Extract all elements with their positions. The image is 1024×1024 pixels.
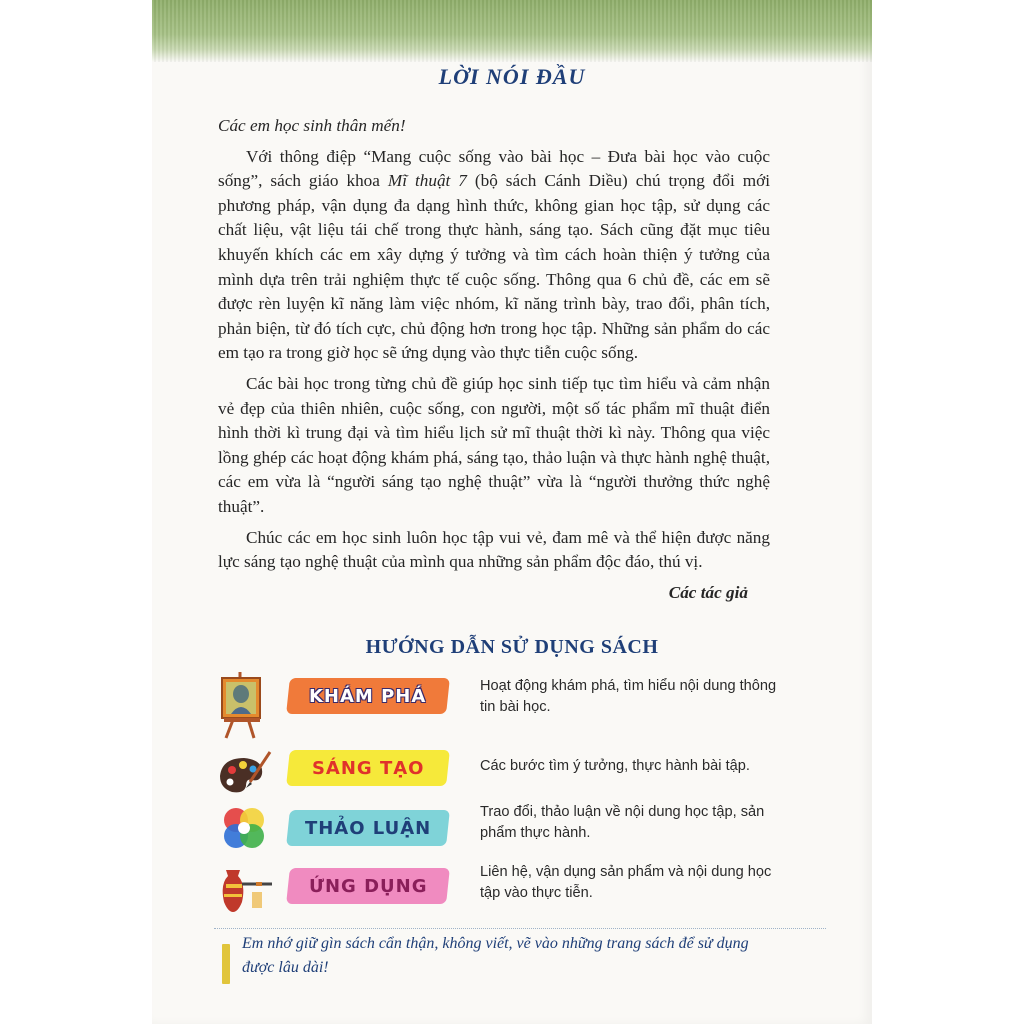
footer-divider bbox=[214, 928, 826, 929]
page-title: LỜI NÓI ĐẦU bbox=[438, 64, 586, 89]
book-title: Mĩ thuật 7 bbox=[387, 171, 467, 191]
guide-item-kham-pha bbox=[216, 668, 776, 728]
easel-painting-icon bbox=[216, 668, 274, 728]
footer-note: Em nhớ giữ gìn sách cẩn thận, không viết, vẽ vào những trang sách để sử dụng được lâu dài! bbox=[242, 935, 749, 976]
vase-brush-icon bbox=[216, 862, 274, 922]
desc-sang-tao: Các bước tìm ý tưởng, thực hành bài tập. bbox=[480, 758, 750, 774]
paragraph-1-start: Với thông điệp “Mang cuộc sống vào bài học – Đưa bài học vào cuộc sống”, sách giáo khoa bbox=[218, 146, 770, 191]
decorative-top-band bbox=[152, 0, 872, 62]
badge-kham-pha: KHÁM PHÁ bbox=[286, 678, 450, 714]
desc-ung-dung: Liên hệ, vận dụng sản phẩm và nội dung học tập vào thực tiễn. bbox=[480, 864, 772, 901]
foreword-body bbox=[218, 114, 770, 605]
guide-title: HƯỚNG DẪN SỬ DỤNG SÁCH bbox=[365, 636, 659, 658]
badge-sang-tao: SÁNG TẠO bbox=[286, 750, 450, 786]
color-circles-icon bbox=[216, 802, 274, 862]
guide-item-ung-dung bbox=[216, 862, 776, 922]
greeting: Các em học sinh thân mến! bbox=[218, 116, 406, 135]
desc-thao-luan: Trao đổi, thảo luận về nội dung học tập, sản phẩm thực hành. bbox=[480, 804, 765, 841]
paragraph-1-rest: (bộ sách Cánh Diều) chú trọng đổi mới phương pháp, vận dụng đa dạng hình thức, không gian học tập, sử dụng các chất liệu, vật liệu tái chế trong thực hành, sáng tạo. Sách cũng đặt mục tiêu khuyến khích các em xây dựng ý tưởng và tìm cách hoàn thiện ý tưởng của mình dựa trên trải nghiệm thực tế cuộc sống. Thông qua 6 chủ đề, các em sẽ được rèn luyện kĩ năng làm việc nhóm, kĩ năng trình bày, trao đổi, phân tích, phản biện, từ đó tích cực, chủ động hơn trong học tập. Những sản phẩm do các em tạo ra trong giờ học sẽ ứng dụng vào thực tiễn cuộc sống. bbox=[218, 171, 770, 363]
paragraph-2: Các bài học trong từng chủ đề giúp học sinh tiếp tục tìm hiểu và cảm nhận vẻ đẹp của thiên nhiên, cuộc sống, con người, một số tác phẩm mĩ thuật điển hình thời kì trung đại và tìm hiểu lịch sử mĩ thuật thời kì này. Thông qua việc lồng ghép các hoạt động khám phá, sáng tạo, thảo luận và thực hành nghệ thuật, các em vừa là “người sáng tạo nghệ thuật” vừa là “người thưởng thức nghệ thuật”. bbox=[218, 373, 770, 516]
palette-brush-icon bbox=[216, 748, 274, 808]
footer-accent-bar bbox=[222, 944, 230, 984]
guide-item-sang-tao bbox=[216, 748, 776, 808]
desc-kham-pha: Hoạt động khám phá, tìm hiểu nội dung thông tin bài học. bbox=[480, 678, 777, 715]
guide-item-thao-luan bbox=[216, 802, 776, 862]
badge-ung-dung: ỨNG DỤNG bbox=[286, 868, 450, 904]
badge-thao-luan: THẢO LUẬN bbox=[286, 810, 450, 846]
signature: Các tác giả bbox=[668, 582, 748, 602]
paragraph-3: Chúc các em học sinh luôn học tập vui vẻ, đam mê và thể hiện được năng lực sáng tạo nghệ thuật của mình qua những sản phẩm độc đáo, thú vị. bbox=[218, 527, 770, 572]
paragraph-1 bbox=[218, 145, 770, 366]
